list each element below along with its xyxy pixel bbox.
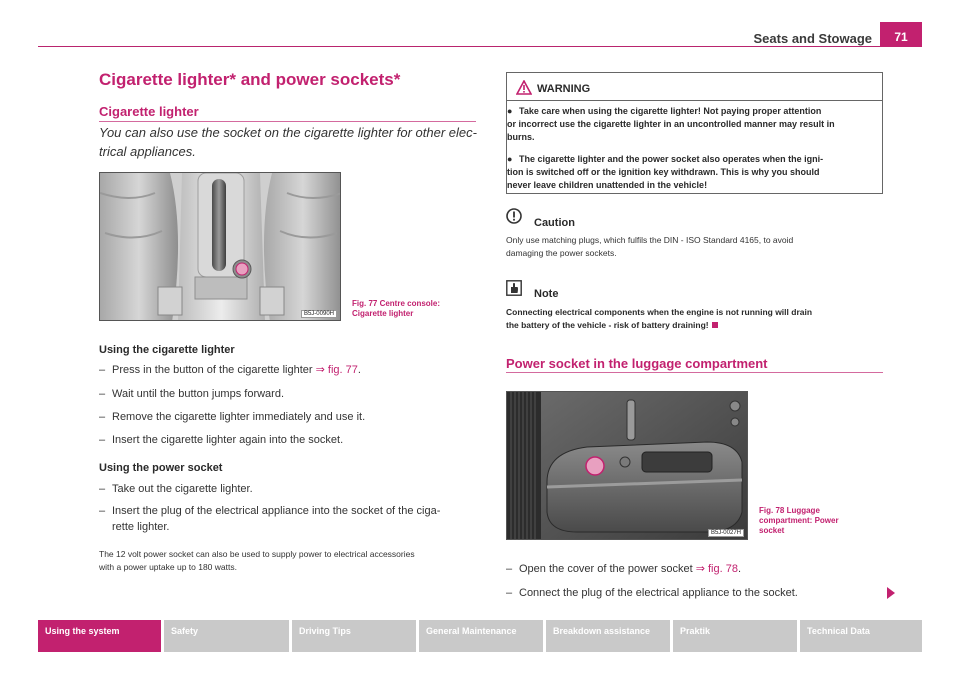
fig-78-link[interactable]: ⇒ fig. 78 [695, 563, 738, 575]
tab-driving-tips[interactable]: Driving Tips [292, 620, 416, 652]
using-lighter-heading: Using the cigarette lighter [99, 344, 235, 356]
note-hand-icon [506, 280, 522, 296]
warning-header [507, 73, 882, 101]
caution-text: Only use matching plugs, which fulfils the DIN - ISO Standard 4165, to avoid damaging the power sockets. [506, 235, 794, 258]
using-socket-heading: Using the power socket [99, 462, 223, 474]
list-item: – Insert the plug of the electrical appliance into the socket of the ciga- rette lighter. [99, 505, 441, 533]
luggage-socket-heading: Power socket in the luggage compartment [506, 356, 768, 371]
list-item: – Press in the button of the cigarette lighter ⇒ fig. 77. [99, 364, 361, 376]
cigarette-lighter-heading: Cigarette lighter [99, 104, 199, 119]
intro-text: You can also use the socket on the cigarette lighter for other elec- trical appliances. [99, 125, 477, 159]
caution-label: Caution [534, 217, 575, 229]
warning-box [506, 72, 883, 194]
tab-safety[interactable]: Safety [164, 620, 289, 652]
warning-paragraph: ● The cigarette lighter and the power socket also operates when the igni- tion is switched off or the ignition key withdrawn. This is why you should never leave children unattended in the vehicle! [507, 154, 824, 190]
main-heading: Cigarette lighter* and power sockets* [99, 70, 401, 89]
centre-console-illustration [100, 173, 341, 321]
list-item: – Take out the cigarette lighter. [99, 483, 253, 495]
list-item: – Wait until the button jumps forward. [99, 388, 285, 400]
page-number: 71 [880, 22, 922, 47]
end-marker-icon [712, 322, 718, 328]
list-item: – Open the cover of the power socket ⇒ fig. 78. [506, 563, 742, 575]
tab-general-maintenance[interactable]: General Maintenance [419, 620, 543, 652]
heading-rule [99, 121, 476, 122]
list-item: – Remove the cigarette lighter immediately and use it. [99, 411, 366, 423]
section-title: Seats and Stowage [753, 31, 872, 46]
luggage-compartment-illustration [507, 392, 748, 540]
figure-centre-console [99, 172, 341, 321]
power-socket-note: The 12 volt power socket can also be used to supply power to electrical accessories with a power uptake up to 180 watts. [99, 549, 415, 572]
figure-code: B5J-0090H [301, 310, 337, 318]
list-item: – Connect the plug of the electrical appliance to the socket. [506, 587, 798, 599]
fig-77-link[interactable]: ⇒ fig. 77 [315, 364, 358, 376]
tab-using-the-system[interactable]: Using the system [38, 620, 161, 652]
figure-78-caption: Fig. 78 Luggage compartment: Power socket [759, 506, 839, 535]
warning-paragraph: ● Take care when using the cigarette lighter! Not paying proper attention or incorrect use the cigarette lighter in an uncontrolled manner may result in burns. [507, 106, 835, 142]
figure-code: B5J-0027H [708, 529, 744, 537]
warning-label: WARNING [537, 83, 591, 95]
figure-77-caption: Fig. 77 Centre console: Cigarette lighter [352, 299, 441, 318]
tab-breakdown-assistance[interactable]: Breakdown assistance [546, 620, 670, 652]
header-rule [38, 46, 922, 47]
next-page-arrow-icon[interactable] [887, 587, 895, 599]
note-label: Note [534, 288, 559, 300]
figure-luggage-compartment [506, 391, 748, 540]
page-header [0, 0, 960, 52]
list-item: – Insert the cigarette lighter again into the socket. [99, 434, 344, 446]
heading-rule [506, 372, 883, 373]
footer-nav [38, 620, 922, 652]
note-text: Connecting electrical components when the engine is not running will drain the battery of the vehicle - risk of battery draining! [506, 307, 813, 330]
tab-technical-data[interactable]: Technical Data [800, 620, 922, 652]
warning-triangle-icon [516, 80, 532, 95]
caution-icon [506, 208, 522, 224]
tab-praktik[interactable]: Praktik [673, 620, 797, 652]
